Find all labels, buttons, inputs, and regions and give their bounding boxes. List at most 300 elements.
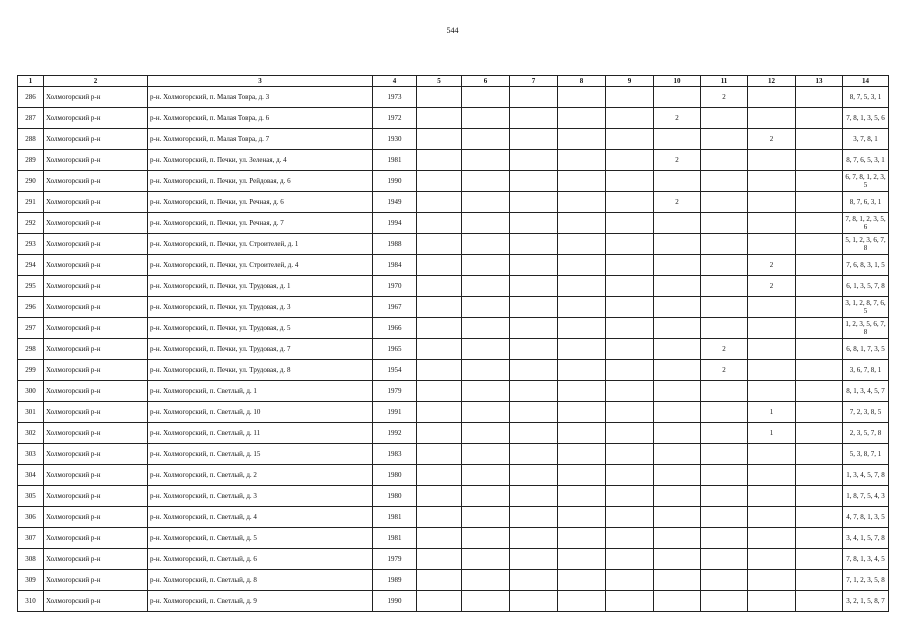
table-cell (558, 402, 606, 423)
table-row (18, 591, 889, 612)
table-cell: р-н. Холмогорский, п. Светлый, д. 3 (148, 486, 373, 507)
table-cell (796, 465, 843, 486)
table-row (18, 108, 889, 129)
table-cell (748, 570, 796, 591)
table-cell (558, 297, 606, 318)
table-cell: р-н. Холмогорский, п. Печки, ул. Трудовая, д. 8 (148, 360, 373, 381)
table-cell: Холмогорский р-н (44, 255, 148, 276)
table-cell (510, 486, 558, 507)
table-cell: 304 (18, 465, 44, 486)
table-cell (748, 465, 796, 486)
table-cell (748, 549, 796, 570)
table-cell (654, 591, 701, 612)
table-row (18, 255, 889, 276)
table-cell (796, 423, 843, 444)
table-cell (558, 255, 606, 276)
table-cell: 2 (654, 150, 701, 171)
table-cell (558, 318, 606, 339)
table-cell (796, 444, 843, 465)
table-cell: р-н. Холмогорский, п. Печки, ул. Речная, д. 6 (148, 192, 373, 213)
table-cell: 1949 (373, 192, 417, 213)
table-cell (417, 465, 462, 486)
table-row (18, 381, 889, 402)
table-cell: р-н. Холмогорский, п. Печки, ул. Трудовая, д. 7 (148, 339, 373, 360)
table-cell (606, 507, 654, 528)
table-cell (654, 360, 701, 381)
table-cell: Холмогорский р-н (44, 108, 148, 129)
table-cell: 310 (18, 591, 44, 612)
table-cell (558, 213, 606, 234)
table-cell (654, 465, 701, 486)
table-cell: Холмогорский р-н (44, 150, 148, 171)
table-cell (701, 171, 748, 192)
table-cell (654, 486, 701, 507)
column-header: 3 (148, 76, 373, 87)
table-cell (417, 381, 462, 402)
table-cell (417, 486, 462, 507)
table-cell (701, 570, 748, 591)
table-cell (796, 381, 843, 402)
table-cell (748, 297, 796, 318)
table-cell: 7, 8, 1, 3, 5, 6 (843, 108, 889, 129)
table-cell: 3, 1, 2, 8, 7, 6, 5 (843, 297, 889, 318)
table-cell: Холмогорский р-н (44, 234, 148, 255)
table-cell (462, 486, 510, 507)
table-cell: 1988 (373, 234, 417, 255)
table-cell (417, 549, 462, 570)
table-cell (701, 297, 748, 318)
table-cell (606, 318, 654, 339)
table-cell (510, 360, 558, 381)
table-cell (558, 423, 606, 444)
table-cell: Холмогорский р-н (44, 276, 148, 297)
table-cell: р-н. Холмогорский, п. Светлый, д. 9 (148, 591, 373, 612)
table-cell: 299 (18, 360, 44, 381)
table-cell (748, 591, 796, 612)
table-cell (654, 381, 701, 402)
table-cell (748, 360, 796, 381)
table-cell (796, 318, 843, 339)
table-cell (510, 507, 558, 528)
table-cell: 2 (701, 87, 748, 108)
table-cell (606, 549, 654, 570)
table-row (18, 234, 889, 255)
table-cell: Холмогорский р-н (44, 318, 148, 339)
table-cell (510, 549, 558, 570)
table-cell: Холмогорский р-н (44, 507, 148, 528)
table-cell (462, 591, 510, 612)
table-cell: 1992 (373, 423, 417, 444)
table-cell (701, 150, 748, 171)
table-cell (796, 255, 843, 276)
table-row (18, 339, 889, 360)
table-cell (462, 402, 510, 423)
table-cell (748, 150, 796, 171)
column-header: 2 (44, 76, 148, 87)
table-cell: 1991 (373, 402, 417, 423)
table-cell (510, 465, 558, 486)
table-cell: 7, 6, 8, 3, 1, 5 (843, 255, 889, 276)
table-cell (654, 276, 701, 297)
table-cell (417, 528, 462, 549)
table-cell (606, 591, 654, 612)
table-cell: 2 (701, 360, 748, 381)
table-cell: 1973 (373, 87, 417, 108)
table-cell: 293 (18, 234, 44, 255)
table-cell (748, 486, 796, 507)
column-header: 8 (558, 76, 606, 87)
table-row (18, 87, 889, 108)
table-cell (510, 444, 558, 465)
table-cell: 1, 8, 7, 5, 4, 3 (843, 486, 889, 507)
table-cell (606, 108, 654, 129)
table-cell: 302 (18, 423, 44, 444)
table-cell (462, 171, 510, 192)
table-cell: Холмогорский р-н (44, 192, 148, 213)
table-cell (606, 402, 654, 423)
table-cell: 1984 (373, 255, 417, 276)
table-cell (462, 87, 510, 108)
table-cell (654, 255, 701, 276)
table-cell: р-н. Холмогорский, п. Печки, ул. Рейдовая, д. 6 (148, 171, 373, 192)
table-cell (748, 339, 796, 360)
table-row (18, 150, 889, 171)
column-header: 5 (417, 76, 462, 87)
table-cell (558, 507, 606, 528)
table-cell (701, 591, 748, 612)
table-cell: р-н. Холмогорский, п. Светлый, д. 4 (148, 507, 373, 528)
table-cell (510, 591, 558, 612)
table-cell (510, 570, 558, 591)
table-cell (654, 528, 701, 549)
table-cell: р-н. Холмогорский, п. Малая Товра, д. 7 (148, 129, 373, 150)
table-cell: 303 (18, 444, 44, 465)
table-cell (558, 570, 606, 591)
table-cell (417, 318, 462, 339)
table-cell: 1954 (373, 360, 417, 381)
table-cell: р-н. Холмогорский, п. Малая Товра, д. 3 (148, 87, 373, 108)
table-cell: 1, 2, 3, 5, 6, 7, 8 (843, 318, 889, 339)
table-cell: 297 (18, 318, 44, 339)
table-cell: 1979 (373, 381, 417, 402)
table-row (18, 570, 889, 591)
table-cell: 5, 3, 8, 7, 1 (843, 444, 889, 465)
column-header: 4 (373, 76, 417, 87)
table-cell: 2 (748, 276, 796, 297)
table-cell (701, 276, 748, 297)
column-header: 7 (510, 76, 558, 87)
table-cell (417, 507, 462, 528)
table-cell (510, 192, 558, 213)
table-cell: р-н. Холмогорский, п. Светлый, д. 6 (148, 549, 373, 570)
table-cell: Холмогорский р-н (44, 549, 148, 570)
table-cell: 307 (18, 528, 44, 549)
table-cell (417, 444, 462, 465)
table-row (18, 297, 889, 318)
table-cell (701, 444, 748, 465)
table-cell (462, 528, 510, 549)
table-cell: 294 (18, 255, 44, 276)
table-cell: 4, 7, 8, 1, 3, 5 (843, 507, 889, 528)
table-cell: р-н. Холмогорский, п. Светлый, д. 5 (148, 528, 373, 549)
table-cell (462, 276, 510, 297)
page-number: 544 (446, 26, 459, 35)
table-cell (654, 87, 701, 108)
table-cell: Холмогорский р-н (44, 528, 148, 549)
table-cell: 301 (18, 402, 44, 423)
table-cell: 291 (18, 192, 44, 213)
table-cell: Холмогорский р-н (44, 402, 148, 423)
table-row (18, 402, 889, 423)
table-cell (654, 213, 701, 234)
table-cell: 1, 3, 4, 5, 7, 8 (843, 465, 889, 486)
table-cell: 1930 (373, 129, 417, 150)
table-cell (748, 234, 796, 255)
table-cell: 290 (18, 171, 44, 192)
table-cell (462, 213, 510, 234)
table-cell (701, 423, 748, 444)
table-cell (462, 381, 510, 402)
table-cell (558, 234, 606, 255)
table-cell: 296 (18, 297, 44, 318)
data-table (17, 75, 889, 612)
table-cell (558, 276, 606, 297)
table-cell: 292 (18, 213, 44, 234)
table-cell (606, 339, 654, 360)
table-cell (654, 171, 701, 192)
table-cell (558, 528, 606, 549)
table-cell (510, 402, 558, 423)
table-cell (796, 129, 843, 150)
table-body (18, 87, 889, 612)
table-cell: 1980 (373, 465, 417, 486)
table-row (18, 360, 889, 381)
table-cell (510, 213, 558, 234)
table-cell: 2 (701, 339, 748, 360)
table-cell (701, 486, 748, 507)
table-cell (701, 549, 748, 570)
table-cell (748, 444, 796, 465)
table-cell (510, 129, 558, 150)
table-cell (748, 507, 796, 528)
table-cell: р-н. Холмогорский, п. Светлый, д. 2 (148, 465, 373, 486)
table-cell (701, 108, 748, 129)
table-cell (654, 297, 701, 318)
table-cell (606, 87, 654, 108)
table-cell: Холмогорский р-н (44, 339, 148, 360)
table-cell: 1972 (373, 108, 417, 129)
table-cell (558, 129, 606, 150)
table-cell (462, 297, 510, 318)
table-cell (701, 192, 748, 213)
table-cell: 2, 3, 5, 7, 8 (843, 423, 889, 444)
table-row (18, 444, 889, 465)
table-cell (701, 465, 748, 486)
table-cell (606, 423, 654, 444)
table-cell: р-н. Холмогорский, п. Светлый, д. 1 (148, 381, 373, 402)
table-cell (558, 108, 606, 129)
table-cell: р-н. Холмогорский, п. Малая Товра, д. 6 (148, 108, 373, 129)
column-header: 10 (654, 76, 701, 87)
table-cell: 1989 (373, 570, 417, 591)
table-cell (558, 150, 606, 171)
table-cell (510, 339, 558, 360)
table-cell (796, 339, 843, 360)
table-cell: 1965 (373, 339, 417, 360)
table-cell: 8, 1, 3, 4, 5, 7 (843, 381, 889, 402)
table-cell: 7, 8, 1, 3, 4, 5 (843, 549, 889, 570)
table-cell (654, 318, 701, 339)
table-cell (417, 423, 462, 444)
table-cell (462, 192, 510, 213)
table-cell: р-н. Холмогорский, п. Светлый, д. 15 (148, 444, 373, 465)
table-cell (606, 360, 654, 381)
table-cell (748, 171, 796, 192)
table-cell: 288 (18, 129, 44, 150)
table-cell: 1967 (373, 297, 417, 318)
table-cell (606, 486, 654, 507)
table-cell (417, 297, 462, 318)
table-cell (796, 591, 843, 612)
table-row (18, 486, 889, 507)
table-cell (654, 444, 701, 465)
table-cell (510, 381, 558, 402)
table-cell: 7, 8, 1, 2, 3, 5, 6 (843, 213, 889, 234)
table-cell: Холмогорский р-н (44, 87, 148, 108)
table-cell (510, 255, 558, 276)
column-header: 14 (843, 76, 889, 87)
table-cell (654, 402, 701, 423)
table-cell (462, 129, 510, 150)
table-cell: 1990 (373, 591, 417, 612)
table-cell: р-н. Холмогорский, п. Печки, ул. Трудовая, д. 1 (148, 276, 373, 297)
table-cell (654, 234, 701, 255)
table-cell (701, 381, 748, 402)
table-row (18, 276, 889, 297)
table-cell (462, 255, 510, 276)
table-cell (417, 276, 462, 297)
table-cell (701, 213, 748, 234)
column-header: 12 (748, 76, 796, 87)
table-cell (748, 528, 796, 549)
table-cell (701, 528, 748, 549)
table-cell: 1990 (373, 171, 417, 192)
table-cell: 1966 (373, 318, 417, 339)
table-cell (796, 528, 843, 549)
table-cell (417, 402, 462, 423)
table-cell (796, 171, 843, 192)
table-cell: 306 (18, 507, 44, 528)
table-cell: 3, 6, 7, 8, 1 (843, 360, 889, 381)
table-cell (510, 276, 558, 297)
table-cell (510, 297, 558, 318)
table-cell (654, 549, 701, 570)
table-cell: 6, 1, 3, 5, 7, 8 (843, 276, 889, 297)
table-cell (606, 255, 654, 276)
table-cell: р-н. Холмогорский, п. Светлый, д. 11 (148, 423, 373, 444)
table-cell (796, 108, 843, 129)
table-cell: 1970 (373, 276, 417, 297)
table-row (18, 318, 889, 339)
table-cell: 2 (748, 255, 796, 276)
table-cell: 1 (748, 402, 796, 423)
header-row (18, 76, 889, 87)
table-cell: 1980 (373, 486, 417, 507)
table-cell (748, 381, 796, 402)
table-cell (606, 213, 654, 234)
table-cell (701, 129, 748, 150)
table-cell: 1 (748, 423, 796, 444)
table-cell (748, 213, 796, 234)
table-cell: 308 (18, 549, 44, 570)
table-cell (510, 528, 558, 549)
table-cell: р-н. Холмогорский, п. Печки, ул. Трудовая, д. 5 (148, 318, 373, 339)
table-cell (701, 318, 748, 339)
table-cell (462, 318, 510, 339)
table-cell (606, 150, 654, 171)
table-cell (417, 234, 462, 255)
table-cell (510, 234, 558, 255)
table-cell: Холмогорский р-н (44, 465, 148, 486)
table-cell (558, 381, 606, 402)
table-cell: р-н. Холмогорский, п. Печки, ул. Строителей, д. 4 (148, 255, 373, 276)
table-cell: 300 (18, 381, 44, 402)
table-cell: 3, 2, 1, 5, 8, 7 (843, 591, 889, 612)
table-cell: Холмогорский р-н (44, 129, 148, 150)
table-cell (510, 423, 558, 444)
table-cell (796, 150, 843, 171)
table-cell: 1981 (373, 528, 417, 549)
table-row (18, 171, 889, 192)
table-cell (606, 129, 654, 150)
table-cell: 1983 (373, 444, 417, 465)
table-cell: р-н. Холмогорский, п. Светлый, д. 10 (148, 402, 373, 423)
column-header: 9 (606, 76, 654, 87)
table-cell: 1981 (373, 150, 417, 171)
table-cell (796, 213, 843, 234)
table-cell (510, 87, 558, 108)
table-cell: Холмогорский р-н (44, 444, 148, 465)
table-cell (606, 444, 654, 465)
table-cell (462, 150, 510, 171)
table-cell (606, 528, 654, 549)
table-cell: 2 (748, 129, 796, 150)
table-cell (606, 171, 654, 192)
table-cell (462, 444, 510, 465)
table-cell (417, 213, 462, 234)
column-header: 13 (796, 76, 843, 87)
table-cell (558, 549, 606, 570)
table-cell (796, 297, 843, 318)
table-cell: Холмогорский р-н (44, 213, 148, 234)
table-cell: 8, 7, 6, 5, 3, 1 (843, 150, 889, 171)
table-cell (796, 486, 843, 507)
column-header: 11 (701, 76, 748, 87)
table-cell (510, 150, 558, 171)
table-cell: 289 (18, 150, 44, 171)
table-cell (558, 465, 606, 486)
table-cell (462, 549, 510, 570)
table-cell (417, 570, 462, 591)
table-cell: р-н. Холмогорский, п. Печки, ул. Трудовая, д. 3 (148, 297, 373, 318)
table-cell (462, 339, 510, 360)
table-cell (796, 402, 843, 423)
table-cell (796, 360, 843, 381)
table-cell (558, 591, 606, 612)
table-cell (654, 129, 701, 150)
table-cell (558, 360, 606, 381)
table-cell (510, 318, 558, 339)
